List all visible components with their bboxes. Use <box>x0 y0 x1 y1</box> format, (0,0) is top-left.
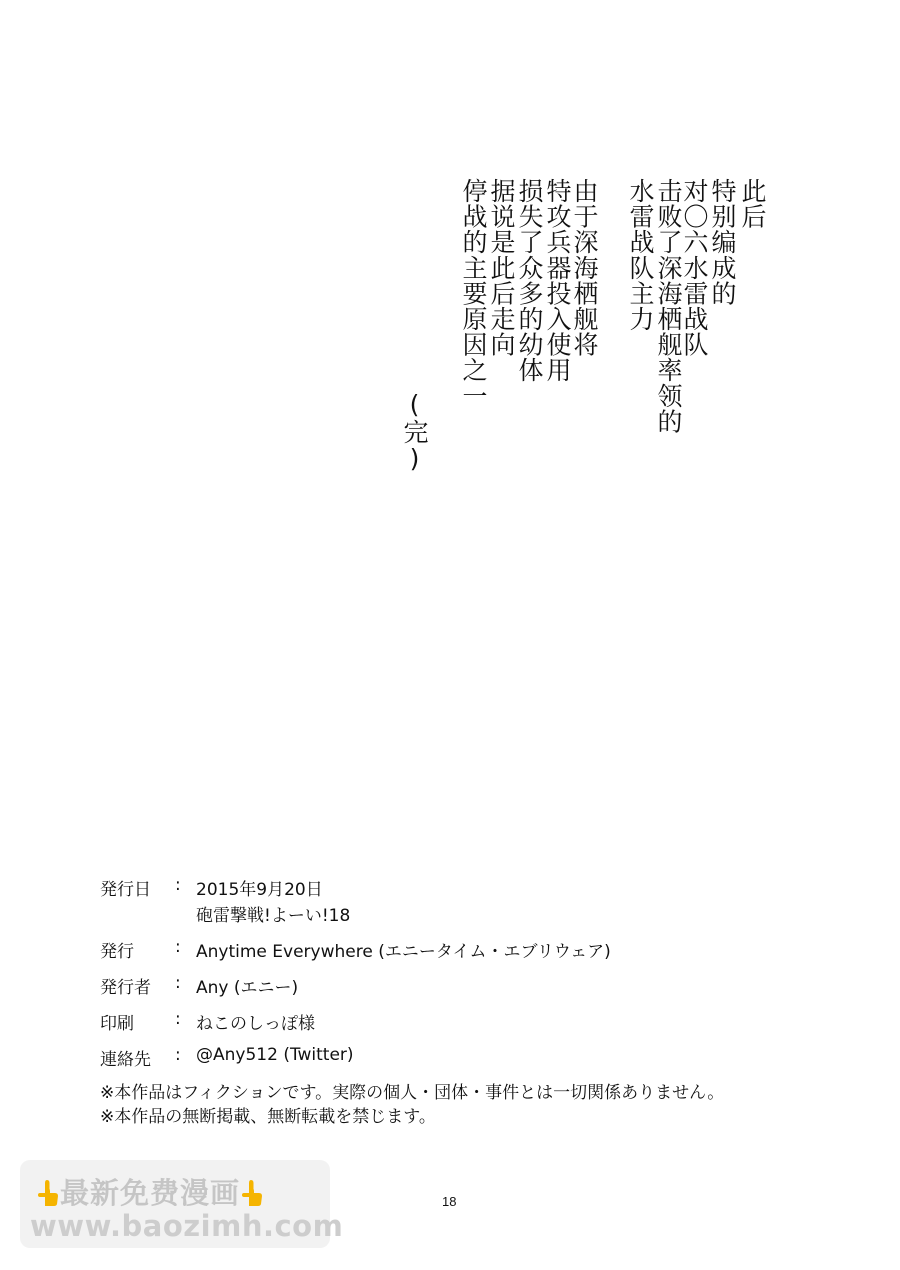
story-column-5: 水雷战队主力 <box>626 178 655 332</box>
colophon-row-publisher <box>100 937 724 963</box>
page-number: 18 <box>442 1194 457 1209</box>
story-column-7: 特攻兵器投入使用 <box>543 178 572 383</box>
colophon-label: 連絡先 <box>100 1050 151 1070</box>
colophon <box>100 875 724 1129</box>
story-column-4: 击败了深海栖舰率领的 <box>654 178 683 434</box>
colophon-value: Anytime Everywhere (エニータイム・エブリウェア) <box>196 942 611 962</box>
watermark-title-text: 最新免费漫画 <box>60 1176 241 1210</box>
colophon-colon: : <box>175 875 181 895</box>
disclaimer-reprint: ※本作品の無断掲載、無断転載を禁じます。 <box>100 1107 436 1127</box>
colophon-value: ねこのしっぽ様 <box>196 1014 315 1034</box>
colophon-colon: : <box>175 973 181 993</box>
colophon-value: 2015年9月20日 <box>196 880 323 900</box>
story-column-1: 此后 <box>738 178 767 230</box>
story-column-2: 特别编成的 <box>708 178 737 306</box>
colophon-colon: : <box>175 1009 181 1029</box>
story-column-8: 损失了众多的幼体 <box>515 178 544 383</box>
colophon-row-date <box>100 875 724 901</box>
colophon-value: 砲雷撃戦!よーい!18 <box>196 906 351 926</box>
story-column-9: 据说是此后走向 <box>487 178 516 358</box>
watermark-url: www.baozimh.com <box>30 1209 344 1243</box>
colophon-label: 発行 <box>100 942 134 962</box>
disclaimer-fiction: ※本作品はフィクションです。実際の個人・団体・事件とは一切関係ありません。 <box>100 1083 725 1103</box>
colophon-row-event <box>100 901 724 927</box>
colophon-colon: : <box>175 937 181 957</box>
story-column-6: 由于深海栖舰将 <box>570 178 599 358</box>
watermark-title <box>36 1171 264 1212</box>
colophon-row-author <box>100 973 724 999</box>
colophon-label: 印刷 <box>100 1014 134 1034</box>
colophon-label: 発行日 <box>100 880 151 900</box>
colophon-row-printer <box>100 1009 724 1035</box>
colophon-colon: : <box>175 1045 181 1065</box>
pointing-hand-icon <box>36 1179 60 1207</box>
colophon-label: 発行者 <box>100 978 151 998</box>
colophon-value: Any (エニー) <box>196 978 299 998</box>
end-mark: (完) <box>400 390 429 473</box>
disclaimer-notes <box>100 1081 724 1129</box>
pointing-hand-icon <box>240 1179 264 1207</box>
colophon-row-contact <box>100 1045 724 1071</box>
story-column-3: 对〇六水雷战队 <box>680 178 709 358</box>
colophon-value: @Any512 (Twitter) <box>196 1045 354 1065</box>
story-column-10: 停战的主要原因之一 <box>459 178 488 409</box>
